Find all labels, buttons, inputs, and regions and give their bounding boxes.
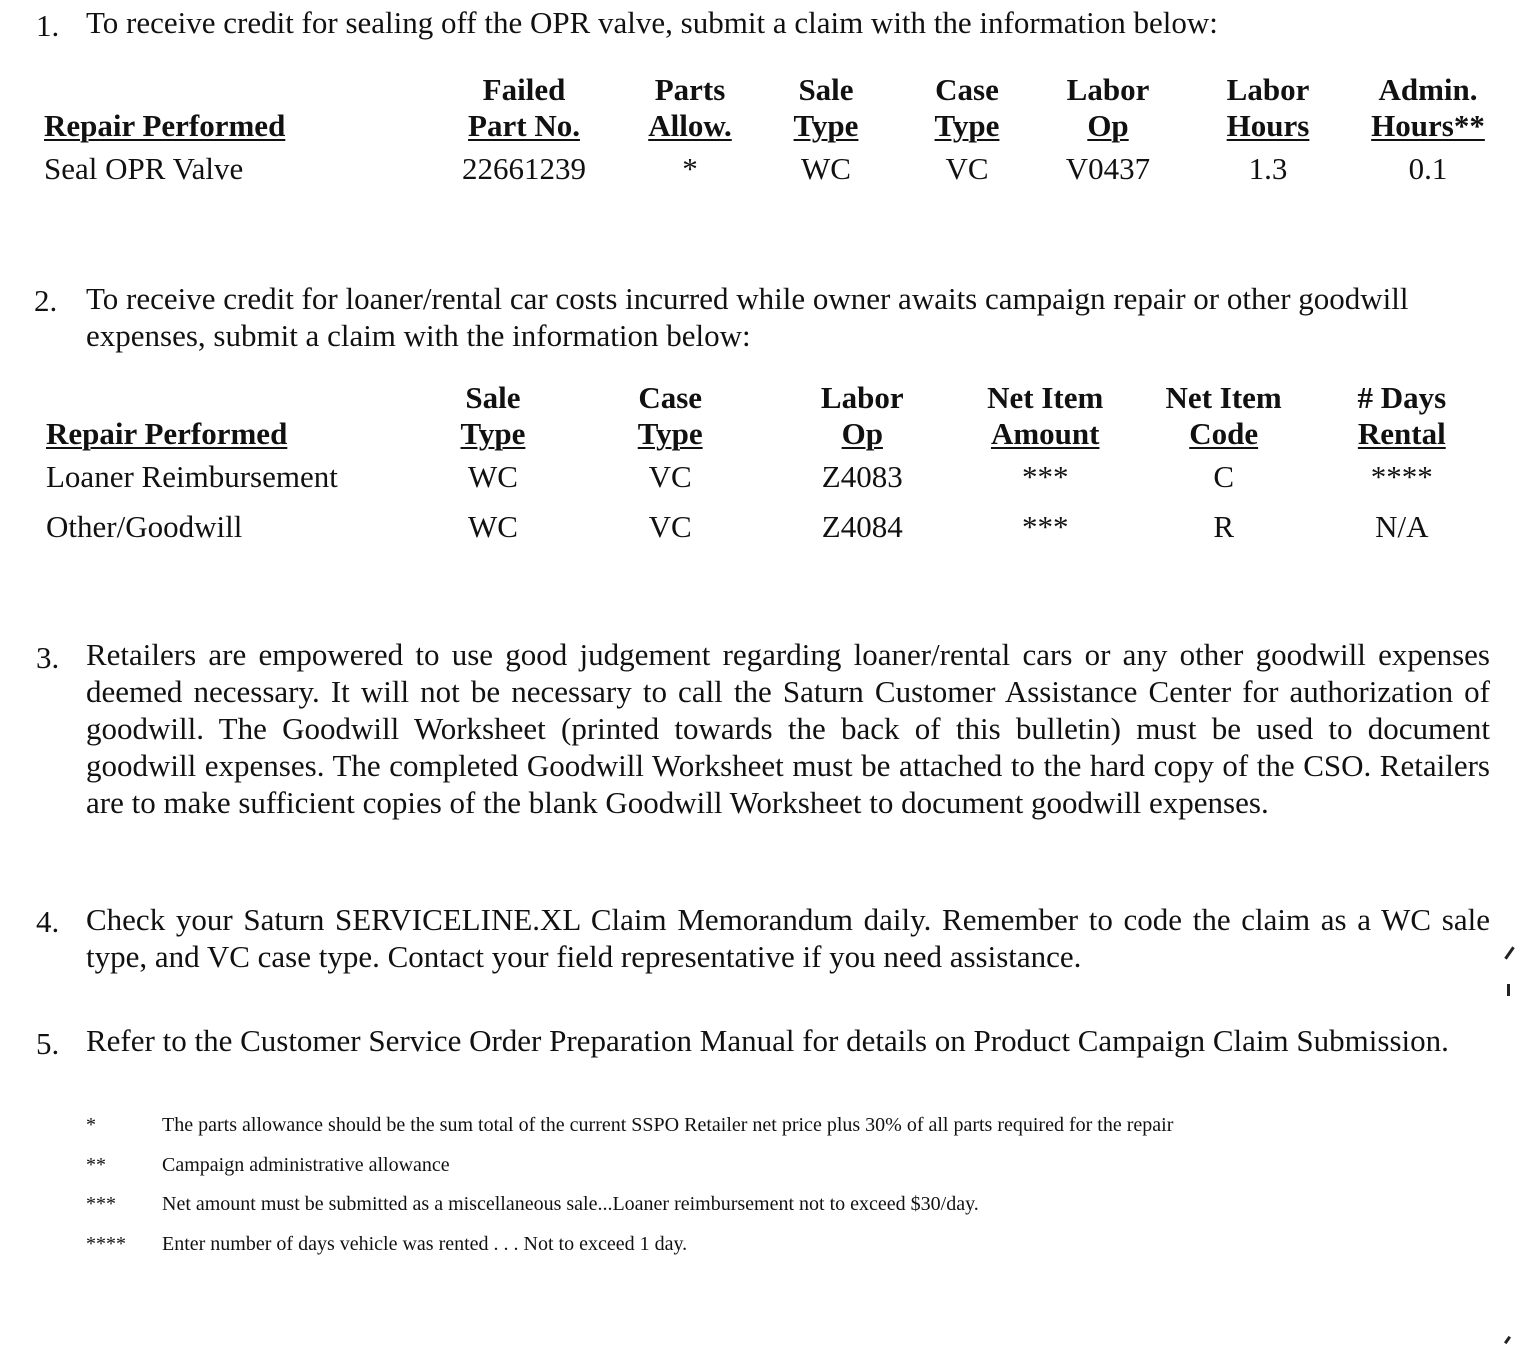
col-labor-op: Labor Op: [1066, 72, 1150, 143]
cell-failed-part-no: 22661239: [462, 151, 586, 186]
scan-mark: [1507, 984, 1510, 996]
table-row: [46, 452, 1520, 502]
cell-sale-type: WC: [467, 459, 518, 494]
cell-admin-hours: 0.1: [1408, 151, 1448, 186]
footnote-text: Net amount must be submitted as a miscellaneous sale...Loaner reimbursement not to exceed $30/day.: [162, 1193, 979, 1215]
cell-days-rental: N/A: [1375, 509, 1429, 544]
cell-repair-performed: Loaner Reimbursement: [46, 459, 338, 494]
scan-mark: [1504, 1336, 1511, 1344]
col-labor-hours: Labor Hours: [1226, 72, 1310, 143]
section-2-number: 2.: [34, 283, 58, 318]
cell-days-rental: ****: [1370, 459, 1433, 494]
table-row: [46, 502, 1520, 552]
footnote-text: The parts allowance should be the sum total of the current SSPO Retailer net price plus 30% of all parts required for the repair: [162, 1114, 1174, 1136]
section-5-text: Refer to the Customer Service Order Preparation Manual for details on Product Campaign Claim Submission.: [86, 1023, 1449, 1058]
cell-net-item-amount: ***: [1021, 509, 1069, 544]
col-case-type: Case Type: [934, 72, 1000, 143]
table-row: [44, 144, 1508, 194]
col-labor-op: Labor Op: [820, 380, 904, 451]
table-header-row: [46, 376, 1520, 452]
col-days-rental: # Days Rental: [1357, 380, 1447, 451]
loaner-goodwill-claim-table: [46, 376, 1520, 552]
footnote-marker: **: [86, 1154, 106, 1176]
cell-sale-type: WC: [801, 151, 851, 186]
col-case-type: Case Type: [637, 380, 703, 451]
footnote-marker: ***: [86, 1193, 116, 1215]
section-2-text: To receive credit for loaner/rental car costs incurred while owner awaits campaign repair or other goodwill expenses, submit a claim with the information below:: [86, 281, 1409, 353]
cell-labor-op: Z4083: [821, 459, 903, 494]
col-net-item-code: Net Item Code: [1165, 380, 1282, 451]
cell-net-item-amount: ***: [1021, 459, 1069, 494]
cell-sale-type: WC: [467, 509, 518, 544]
col-admin-hours: Admin. Hours**: [1371, 72, 1485, 143]
cell-case-type: VC: [648, 509, 692, 544]
footnote-marker: *: [86, 1114, 96, 1136]
col-sale-type: Sale Type: [460, 380, 526, 451]
footnote-text: Campaign administrative allowance: [162, 1154, 450, 1176]
cell-repair-performed: Seal OPR Valve: [44, 151, 244, 186]
scan-mark: [1504, 946, 1514, 959]
section-3-text: Retailers are empowered to use good judgement regarding loaner/rental cars or any other goodwill expenses deemed necessary. It will not be necessary to call the Saturn Customer Assistance Center for authorization of goodwill. The Goodwill Worksheet (printed towards the back of this bulletin) must be used to document goodwill expenses. The completed Goodwill Worksheet must be attached to the hard copy of the CSO. Retailers are to make sufficient copies of the blank Goodwill Worksheet to document goodwill expenses.: [86, 637, 1490, 820]
col-parts-allow: Parts Allow.: [648, 72, 732, 143]
section-1-number: 1.: [36, 8, 60, 43]
cell-case-type: VC: [648, 459, 692, 494]
cell-net-item-code: C: [1213, 459, 1234, 494]
col-sale-type: Sale Type: [793, 72, 859, 143]
section-4-number: 4.: [36, 904, 60, 939]
col-repair-performed: Repair Performed: [44, 108, 286, 143]
cell-repair-performed: Other/Goodwill: [46, 509, 243, 544]
footnote-text: Enter number of days vehicle was rented . . . Not to exceed 1 day.: [162, 1233, 688, 1255]
cell-net-item-code: R: [1213, 509, 1234, 544]
footnote-marker: ****: [86, 1233, 126, 1255]
section-4-text: Check your Saturn SERVICELINE.XL Claim Memorandum daily. Remember to code the claim as a WC sale type, and VC case type. Contact your field representative if you need assistance.: [86, 902, 1490, 974]
section-3-number: 3.: [36, 640, 60, 675]
section-5-number: 5.: [36, 1026, 60, 1061]
col-net-item-amount: Net Item Amount: [987, 380, 1104, 451]
col-failed-part-no: Failed Part No.: [468, 72, 580, 143]
cell-case-type: VC: [945, 151, 989, 186]
table-header-row: [44, 68, 1508, 144]
opr-valve-claim-table: [44, 68, 1508, 194]
cell-labor-op: V0437: [1065, 151, 1151, 186]
cell-labor-hours: 1.3: [1248, 151, 1288, 186]
col-repair-performed: Repair Performed: [46, 416, 288, 451]
cell-labor-op: Z4084: [821, 509, 903, 544]
cell-parts-allow: *: [682, 151, 698, 186]
section-1-text: To receive credit for sealing off the OPR valve, submit a claim with the information below:: [86, 5, 1218, 40]
